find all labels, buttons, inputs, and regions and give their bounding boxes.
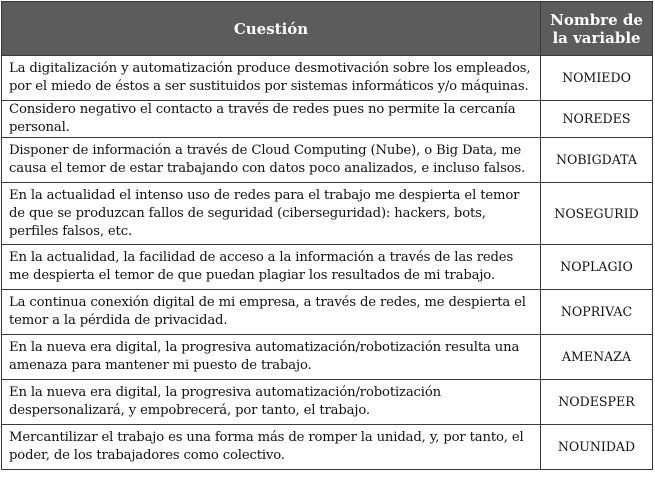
question-cell: Considero negativo el contacto a través de redes pues no permite la cercanía personal.	[2, 101, 541, 138]
table-row	[2, 56, 653, 101]
question-cell: La continua conexión digital de mi empresa, a través de redes, me despierta el temor a la pérdida de privacidad.	[2, 290, 541, 335]
question-cell: En la nueva era digital, la progresiva automatización/robotización despersonalizará, y empobrecerá, por tanto, el trabajo.	[2, 380, 541, 425]
table-row	[2, 101, 653, 138]
variable-name-cell: NOREDES	[541, 101, 653, 138]
variable-name-cell: NOPRIVAC	[541, 290, 653, 335]
table-row	[2, 380, 653, 425]
variable-name-cell: NOPLAGIO	[541, 245, 653, 290]
table-row	[2, 138, 653, 183]
question-cell: En la nueva era digital, la progresiva automatización/robotización resulta una amenaza para mantener mi puesto de trabajo.	[2, 335, 541, 380]
table-row	[2, 335, 653, 380]
table-row	[2, 183, 653, 245]
table-header	[2, 2, 653, 56]
variable-name-cell: AMENAZA	[541, 335, 653, 380]
header-question: Cuestión	[2, 2, 541, 56]
question-cell: En la actualidad el intenso uso de redes para el trabajo me despierta el temor de que se produzcan fallos de seguridad (ciberseguridad): hackers, bots, perfiles falsos, etc.	[2, 183, 541, 245]
table-body	[2, 56, 653, 470]
header-variable: Nombre de la variable	[541, 2, 653, 56]
header-row	[2, 2, 653, 56]
table-row	[2, 425, 653, 470]
question-cell: Disponer de información a través de Cloud Computing (Nube), o Big Data, me causa el temor de estar trabajando con datos poco analizados, e incluso falsos.	[2, 138, 541, 183]
question-cell: La digitalización y automatización produce desmotivación sobre los empleados, por el miedo de éstos a ser sustituidos por sistemas informáticos y/o máquinas.	[2, 56, 541, 101]
table-row	[2, 245, 653, 290]
question-cell: Mercantilizar el trabajo es una forma más de romper la unidad, y, por tanto, el poder, de los trabajadores como colectivo.	[2, 425, 541, 470]
table-row	[2, 290, 653, 335]
variable-name-cell: NOBIGDATA	[541, 138, 653, 183]
variable-name-cell: NOSEGURID	[541, 183, 653, 245]
variables-table-container	[1, 1, 652, 470]
question-cell: En la actualidad, la facilidad de acceso a la información a través de las redes me despierta el temor de que puedan plagiar los resultados de mi trabajo.	[2, 245, 541, 290]
variable-name-cell: NODESPER	[541, 380, 653, 425]
variable-name-cell: NOMIEDO	[541, 56, 653, 101]
variables-table	[1, 1, 653, 470]
variable-name-cell: NOUNIDAD	[541, 425, 653, 470]
